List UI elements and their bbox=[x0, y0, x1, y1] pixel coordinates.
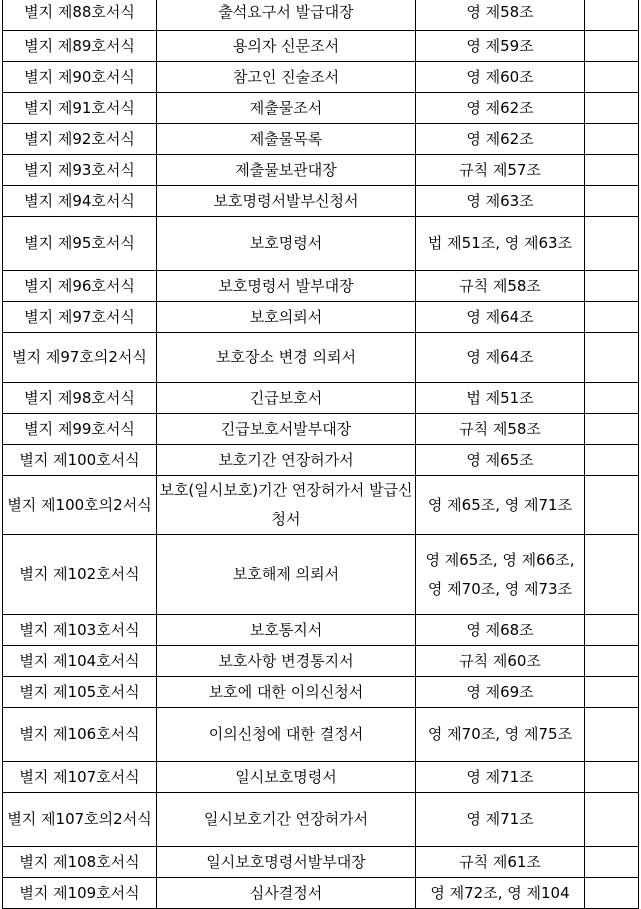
form-number-cell: 별지 제88호서식 bbox=[3, 0, 157, 31]
legal-basis-cell: 영 제64조 bbox=[416, 333, 585, 383]
form-number-cell: 별지 제90호서식 bbox=[3, 62, 157, 93]
form-number-cell: 별지 제99호서식 bbox=[3, 414, 157, 445]
table-row bbox=[3, 333, 639, 383]
form-title-cell: 보호해제 의뢰서 bbox=[157, 535, 416, 615]
legal-basis-cell: 영 제71조 bbox=[416, 762, 585, 793]
form-number-cell: 별지 제95호서식 bbox=[3, 217, 157, 271]
note-cell bbox=[585, 271, 639, 302]
form-number-cell: 별지 제93호서식 bbox=[3, 155, 157, 186]
legal-basis-cell: 영 제68조 bbox=[416, 615, 585, 646]
legal-basis-cell: 영 제70조, 영 제75조 bbox=[416, 708, 585, 762]
legal-basis-cell: 영 제60조 bbox=[416, 62, 585, 93]
legal-basis-cell: 규칙 제57조 bbox=[416, 155, 585, 186]
legal-basis-cell: 규칙 제58조 bbox=[416, 414, 585, 445]
form-number-cell: 별지 제92호서식 bbox=[3, 124, 157, 155]
legal-basis-cell: 법 제51조, 영 제63조 bbox=[416, 217, 585, 271]
note-cell bbox=[585, 615, 639, 646]
legal-basis-cell: 영 제62조 bbox=[416, 93, 585, 124]
note-cell bbox=[585, 217, 639, 271]
form-title-cell: 용의자 신문조서 bbox=[157, 31, 416, 62]
legal-basis-cell: 영 제59조 bbox=[416, 31, 585, 62]
table-row bbox=[3, 0, 639, 31]
table-row bbox=[3, 793, 639, 847]
form-number-cell: 별지 제96호서식 bbox=[3, 271, 157, 302]
forms-table-body bbox=[3, 0, 639, 909]
legal-basis-cell: 규칙 제61조 bbox=[416, 847, 585, 878]
table-row bbox=[3, 155, 639, 186]
note-cell bbox=[585, 333, 639, 383]
table-row bbox=[3, 847, 639, 878]
note-cell bbox=[585, 31, 639, 62]
legal-basis-cell: 영 제58조 bbox=[416, 0, 585, 31]
form-title-cell: 일시보호명령서발부대장 bbox=[157, 847, 416, 878]
form-number-cell: 별지 제109호서식 bbox=[3, 878, 157, 909]
table-row bbox=[3, 677, 639, 708]
table-row bbox=[3, 31, 639, 62]
note-cell bbox=[585, 186, 639, 217]
form-number-cell: 별지 제97호의2서식 bbox=[3, 333, 157, 383]
note-cell bbox=[585, 793, 639, 847]
note-cell bbox=[585, 445, 639, 476]
form-title-cell: 제출물목록 bbox=[157, 124, 416, 155]
form-number-cell: 별지 제89호서식 bbox=[3, 31, 157, 62]
form-title-cell: 보호(일시보호)기간 연장허가서 발급신청서 bbox=[157, 476, 416, 535]
table-row bbox=[3, 535, 639, 615]
form-title-cell: 일시보호명령서 bbox=[157, 762, 416, 793]
legal-basis-cell: 영 제72조, 영 제104 bbox=[416, 878, 585, 909]
note-cell bbox=[585, 383, 639, 414]
table-row bbox=[3, 762, 639, 793]
form-title-cell: 출석요구서 발급대장 bbox=[157, 0, 416, 31]
table-row bbox=[3, 615, 639, 646]
form-title-cell: 긴급보호서 bbox=[157, 383, 416, 414]
table-row bbox=[3, 476, 639, 535]
note-cell bbox=[585, 124, 639, 155]
form-number-cell: 별지 제94호서식 bbox=[3, 186, 157, 217]
note-cell bbox=[585, 847, 639, 878]
form-title-cell: 보호명령서 발부대장 bbox=[157, 271, 416, 302]
form-number-cell: 별지 제100호의2서식 bbox=[3, 476, 157, 535]
legal-basis-cell: 영 제64조 bbox=[416, 302, 585, 333]
legal-basis-cell: 영 제65조, 영 제66조, 영 제70조, 영 제73조 bbox=[416, 535, 585, 615]
form-title-cell: 제출물조서 bbox=[157, 93, 416, 124]
form-number-cell: 별지 제100호서식 bbox=[3, 445, 157, 476]
form-title-cell: 심사결정서 bbox=[157, 878, 416, 909]
form-number-cell: 별지 제104호서식 bbox=[3, 646, 157, 677]
form-number-cell: 별지 제105호서식 bbox=[3, 677, 157, 708]
table-row bbox=[3, 124, 639, 155]
legal-basis-cell: 규칙 제60조 bbox=[416, 646, 585, 677]
legal-basis-cell: 영 제71조 bbox=[416, 793, 585, 847]
table-row bbox=[3, 271, 639, 302]
note-cell bbox=[585, 0, 639, 31]
form-title-cell: 보호통지서 bbox=[157, 615, 416, 646]
form-title-cell: 보호장소 변경 의뢰서 bbox=[157, 333, 416, 383]
table-row bbox=[3, 646, 639, 677]
form-title-cell: 보호의뢰서 bbox=[157, 302, 416, 333]
note-cell bbox=[585, 62, 639, 93]
form-title-cell: 일시보호기간 연장허가서 bbox=[157, 793, 416, 847]
note-cell bbox=[585, 93, 639, 124]
table-row bbox=[3, 93, 639, 124]
form-number-cell: 별지 제97호서식 bbox=[3, 302, 157, 333]
legal-basis-cell: 영 제62조 bbox=[416, 124, 585, 155]
form-number-cell: 별지 제103호서식 bbox=[3, 615, 157, 646]
legal-basis-cell: 영 제69조 bbox=[416, 677, 585, 708]
table-row bbox=[3, 302, 639, 333]
form-title-cell: 보호사항 변경통지서 bbox=[157, 646, 416, 677]
note-cell bbox=[585, 646, 639, 677]
form-number-cell: 별지 제106호서식 bbox=[3, 708, 157, 762]
form-title-cell: 보호명령서 bbox=[157, 217, 416, 271]
note-cell bbox=[585, 878, 639, 909]
table-row bbox=[3, 708, 639, 762]
form-title-cell: 참고인 진술조서 bbox=[157, 62, 416, 93]
form-number-cell: 별지 제98호서식 bbox=[3, 383, 157, 414]
note-cell bbox=[585, 414, 639, 445]
form-title-cell: 긴급보호서발부대장 bbox=[157, 414, 416, 445]
legal-basis-cell: 규칙 제58조 bbox=[416, 271, 585, 302]
form-title-cell: 보호기간 연장허가서 bbox=[157, 445, 416, 476]
table-row bbox=[3, 445, 639, 476]
form-number-cell: 별지 제91호서식 bbox=[3, 93, 157, 124]
forms-table bbox=[2, 0, 639, 909]
table-row bbox=[3, 878, 639, 909]
form-title-cell: 보호에 대한 이의신청서 bbox=[157, 677, 416, 708]
form-title-cell: 보호명령서발부신청서 bbox=[157, 186, 416, 217]
form-number-cell: 별지 제102호서식 bbox=[3, 535, 157, 615]
legal-basis-cell: 영 제65조 bbox=[416, 445, 585, 476]
table-row bbox=[3, 414, 639, 445]
note-cell bbox=[585, 762, 639, 793]
form-number-cell: 별지 제107호서식 bbox=[3, 762, 157, 793]
note-cell bbox=[585, 708, 639, 762]
table-row bbox=[3, 62, 639, 93]
note-cell bbox=[585, 155, 639, 186]
legal-basis-cell: 법 제51조 bbox=[416, 383, 585, 414]
table-row bbox=[3, 383, 639, 414]
form-title-cell: 이의신청에 대한 결정서 bbox=[157, 708, 416, 762]
note-cell bbox=[585, 677, 639, 708]
form-title-cell: 제출물보관대장 bbox=[157, 155, 416, 186]
note-cell bbox=[585, 535, 639, 615]
table-row bbox=[3, 217, 639, 271]
legal-basis-cell: 영 제65조, 영 제71조 bbox=[416, 476, 585, 535]
form-number-cell: 별지 제107호의2서식 bbox=[3, 793, 157, 847]
form-number-cell: 별지 제108호서식 bbox=[3, 847, 157, 878]
legal-basis-cell: 영 제63조 bbox=[416, 186, 585, 217]
note-cell bbox=[585, 476, 639, 535]
table-row bbox=[3, 186, 639, 217]
note-cell bbox=[585, 302, 639, 333]
